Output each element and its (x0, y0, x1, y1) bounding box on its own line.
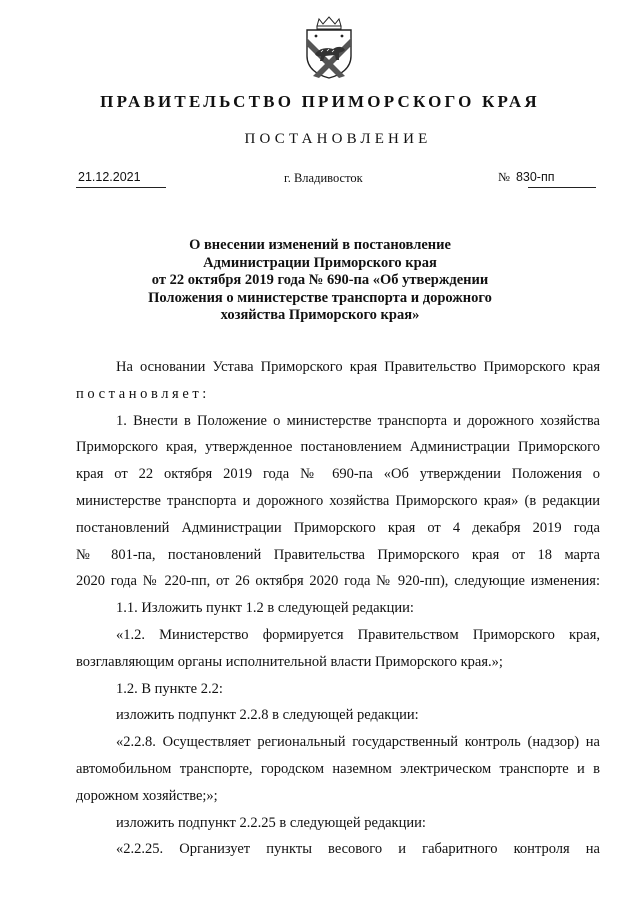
body-line: На основании Устава Приморского края Правительство Приморского края (116, 359, 600, 375)
coat-of-arms-icon (301, 16, 357, 80)
body-line: изложить подпункт 2.2.8 в следующей редакции: (116, 707, 419, 724)
number-prefix: № (498, 170, 510, 184)
body-line: края от 22 октября 2019 года № 690-па «Об утверждении Положения о (76, 466, 600, 483)
body-line: 1.1. Изложить пункт 1.2 в следующей редакции: (116, 600, 414, 617)
body-line: 1.2. В пункте 2.2: (116, 680, 223, 697)
body-line: Приморского края, утвержденное постановлением Администрации Приморского (76, 439, 600, 456)
body-line: министерстве транспорта и дорожного хозяйства Приморского края» (в редакции (76, 492, 600, 509)
body-line: дорожном хозяйстве;»; (76, 787, 218, 804)
body-line: возглавляющим органы исполнительной власти Приморского края.»; (76, 653, 503, 670)
body-line: автомобильном транспорте, городском наземном электрическом транспорте и в (76, 760, 600, 777)
heading-line: О внесении изменений в постановление (189, 237, 451, 253)
body-line: изложить подпункт 2.2.25 в следующей редакции: (116, 814, 426, 831)
document-heading (90, 237, 550, 325)
government-name: ПРАВИТЕЛЬСТВО ПРИМОРСКОГО КРАЯ (100, 92, 540, 111)
body-line: «2.2.8. Осуществляет региональный государственный контроль (надзор) на (116, 734, 600, 751)
number-value: 830-пп (515, 170, 555, 184)
document-type: ПОСТАНОВЛЕНИЕ (244, 131, 432, 147)
heading-line: Администрации Приморского края (203, 254, 437, 271)
heading-line: от 22 октября 2019 года № 690-па «Об утверждении (151, 272, 489, 288)
heading-line: Положения о министерстве транспорта и дорожного (148, 289, 492, 306)
heading-line: хозяйства Приморского края» (220, 307, 420, 323)
document-number (498, 170, 555, 185)
document-body (76, 354, 600, 863)
body-line: постановлений Администрации Приморского края от 4 декабря 2019 года (76, 519, 600, 536)
body-line: «1.2. Министерство формируется Правительством Приморского края, (116, 626, 600, 643)
document-city: г. Владивосток (284, 171, 363, 185)
body-line: 2020 года № 220-пп, от 26 октября 2020 года № 920-пп), следующие изменения: (76, 573, 600, 590)
body-line: постановляет: (76, 385, 210, 402)
body-line: № 801-па, постановлений Правительства Приморского края от 18 марта (76, 546, 600, 563)
document-date: 21.12.2021 (78, 170, 141, 184)
body-line: «2.2.25. Организует пункты весового и габаритного контроля на (116, 841, 600, 858)
body-line: 1. Внести в Положение о министерстве транспорта и дорожного хозяйства (116, 412, 600, 429)
